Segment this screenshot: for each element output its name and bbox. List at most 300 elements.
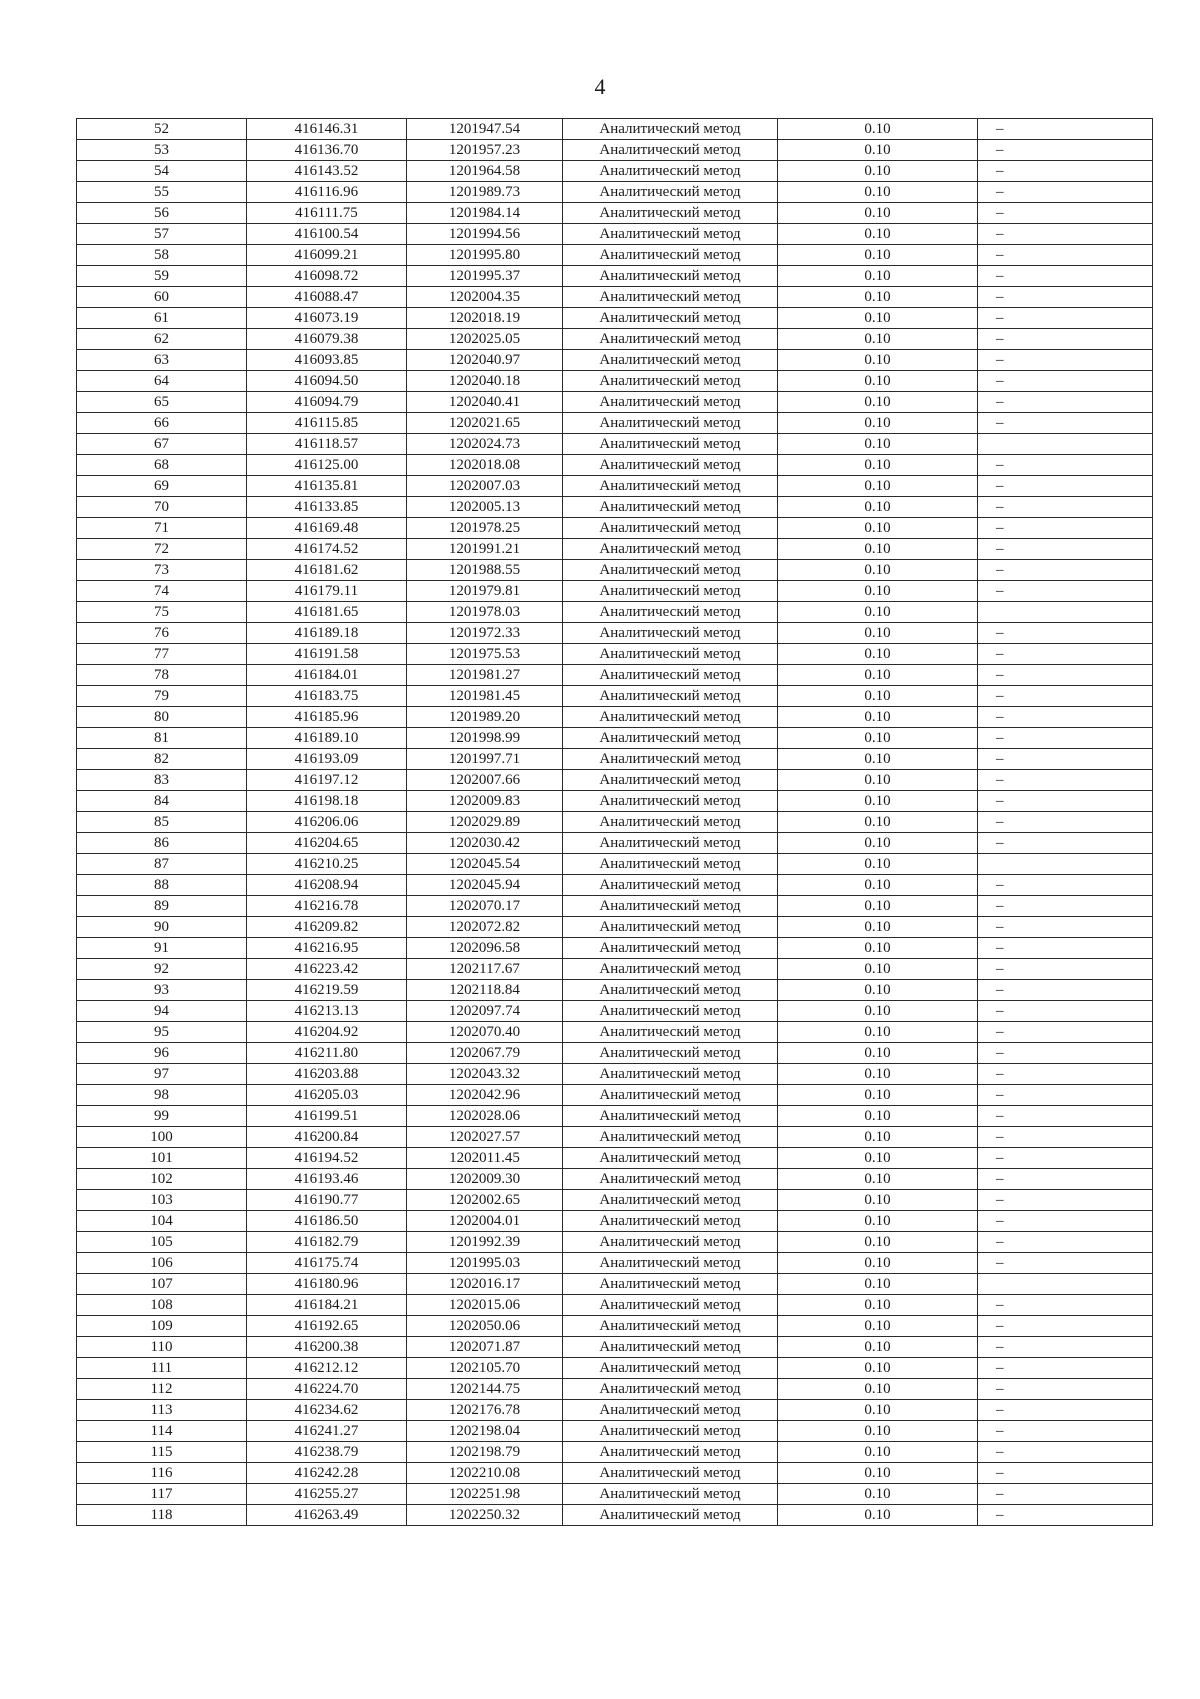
- accuracy-cell: 0.10: [778, 1337, 978, 1358]
- x-coordinate-cell: 416255.27: [247, 1484, 407, 1505]
- accuracy-cell: 0.10: [778, 1106, 978, 1127]
- method-cell: Аналитический метод: [563, 1085, 778, 1106]
- point-number-cell: 76: [77, 623, 247, 644]
- accuracy-cell: 0.10: [778, 434, 978, 455]
- x-coordinate-cell: 416219.59: [247, 980, 407, 1001]
- point-number-cell: 106: [77, 1253, 247, 1274]
- note-cell: [978, 854, 1153, 875]
- accuracy-cell: 0.10: [778, 350, 978, 371]
- y-coordinate-cell: 1202045.94: [407, 875, 563, 896]
- point-number-cell: 91: [77, 938, 247, 959]
- table-row: [77, 728, 1153, 749]
- note-cell: –: [978, 1043, 1153, 1064]
- y-coordinate-cell: 1201998.99: [407, 728, 563, 749]
- accuracy-cell: 0.10: [778, 203, 978, 224]
- table-row: [77, 1421, 1153, 1442]
- x-coordinate-cell: 416125.00: [247, 455, 407, 476]
- point-number-cell: 70: [77, 497, 247, 518]
- table-row: [77, 812, 1153, 833]
- point-number-cell: 56: [77, 203, 247, 224]
- table-row: [77, 1127, 1153, 1148]
- note-cell: –: [978, 1316, 1153, 1337]
- point-number-cell: 89: [77, 896, 247, 917]
- table-row: [77, 1022, 1153, 1043]
- note-cell: –: [978, 1190, 1153, 1211]
- point-number-cell: 115: [77, 1442, 247, 1463]
- note-cell: –: [978, 1148, 1153, 1169]
- y-coordinate-cell: 1202210.08: [407, 1463, 563, 1484]
- accuracy-cell: 0.10: [778, 1043, 978, 1064]
- table-row: [77, 707, 1153, 728]
- note-cell: –: [978, 413, 1153, 434]
- point-number-cell: 93: [77, 980, 247, 1001]
- x-coordinate-cell: 416169.48: [247, 518, 407, 539]
- table-row: [77, 1001, 1153, 1022]
- point-number-cell: 68: [77, 455, 247, 476]
- y-coordinate-cell: 1202072.82: [407, 917, 563, 938]
- point-number-cell: 100: [77, 1127, 247, 1148]
- point-number-cell: 95: [77, 1022, 247, 1043]
- note-cell: –: [978, 728, 1153, 749]
- table-row: [77, 1043, 1153, 1064]
- table-row: [77, 140, 1153, 161]
- y-coordinate-cell: 1202024.73: [407, 434, 563, 455]
- table-row: [77, 1274, 1153, 1295]
- method-cell: Аналитический метод: [563, 1463, 778, 1484]
- method-cell: Аналитический метод: [563, 224, 778, 245]
- table-row: [77, 1316, 1153, 1337]
- x-coordinate-cell: 416198.18: [247, 791, 407, 812]
- y-coordinate-cell: 1202251.98: [407, 1484, 563, 1505]
- note-cell: [978, 602, 1153, 623]
- coordinates-table: [76, 118, 1153, 1526]
- method-cell: Аналитический метод: [563, 1043, 778, 1064]
- accuracy-cell: 0.10: [778, 602, 978, 623]
- accuracy-cell: 0.10: [778, 1001, 978, 1022]
- accuracy-cell: 0.10: [778, 1085, 978, 1106]
- y-coordinate-cell: 1202118.84: [407, 980, 563, 1001]
- accuracy-cell: 0.10: [778, 413, 978, 434]
- x-coordinate-cell: 416185.96: [247, 707, 407, 728]
- x-coordinate-cell: 416223.42: [247, 959, 407, 980]
- accuracy-cell: 0.10: [778, 665, 978, 686]
- table-row: [77, 518, 1153, 539]
- y-coordinate-cell: 1201997.71: [407, 749, 563, 770]
- note-cell: –: [978, 749, 1153, 770]
- point-number-cell: 117: [77, 1484, 247, 1505]
- table-row: [77, 602, 1153, 623]
- point-number-cell: 108: [77, 1295, 247, 1316]
- accuracy-cell: 0.10: [778, 791, 978, 812]
- point-number-cell: 96: [77, 1043, 247, 1064]
- method-cell: Аналитический метод: [563, 812, 778, 833]
- method-cell: Аналитический метод: [563, 1169, 778, 1190]
- y-coordinate-cell: 1201972.33: [407, 623, 563, 644]
- note-cell: –: [978, 644, 1153, 665]
- point-number-cell: 62: [77, 329, 247, 350]
- x-coordinate-cell: 416098.72: [247, 266, 407, 287]
- y-coordinate-cell: 1201994.56: [407, 224, 563, 245]
- point-number-cell: 86: [77, 833, 247, 854]
- point-number-cell: 85: [77, 812, 247, 833]
- x-coordinate-cell: 416199.51: [247, 1106, 407, 1127]
- accuracy-cell: 0.10: [778, 1484, 978, 1505]
- point-number-cell: 64: [77, 371, 247, 392]
- method-cell: Аналитический метод: [563, 770, 778, 791]
- note-cell: [978, 434, 1153, 455]
- point-number-cell: 94: [77, 1001, 247, 1022]
- method-cell: Аналитический метод: [563, 329, 778, 350]
- accuracy-cell: 0.10: [778, 1463, 978, 1484]
- note-cell: –: [978, 623, 1153, 644]
- method-cell: Аналитический метод: [563, 1358, 778, 1379]
- y-coordinate-cell: 1202198.79: [407, 1442, 563, 1463]
- y-coordinate-cell: 1201995.80: [407, 245, 563, 266]
- point-number-cell: 53: [77, 140, 247, 161]
- method-cell: Аналитический метод: [563, 560, 778, 581]
- point-number-cell: 97: [77, 1064, 247, 1085]
- point-number-cell: 88: [77, 875, 247, 896]
- point-number-cell: 101: [77, 1148, 247, 1169]
- point-number-cell: 84: [77, 791, 247, 812]
- x-coordinate-cell: 416190.77: [247, 1190, 407, 1211]
- x-coordinate-cell: 416175.74: [247, 1253, 407, 1274]
- y-coordinate-cell: 1201981.27: [407, 665, 563, 686]
- x-coordinate-cell: 416193.09: [247, 749, 407, 770]
- x-coordinate-cell: 416135.81: [247, 476, 407, 497]
- accuracy-cell: 0.10: [778, 644, 978, 665]
- x-coordinate-cell: 416136.70: [247, 140, 407, 161]
- table-row: [77, 749, 1153, 770]
- accuracy-cell: 0.10: [778, 1421, 978, 1442]
- y-coordinate-cell: 1202040.18: [407, 371, 563, 392]
- accuracy-cell: 0.10: [778, 938, 978, 959]
- method-cell: Аналитический метод: [563, 1232, 778, 1253]
- x-coordinate-cell: 416094.50: [247, 371, 407, 392]
- accuracy-cell: 0.10: [778, 287, 978, 308]
- y-coordinate-cell: 1202025.05: [407, 329, 563, 350]
- y-coordinate-cell: 1202018.19: [407, 308, 563, 329]
- note-cell: –: [978, 518, 1153, 539]
- y-coordinate-cell: 1202198.04: [407, 1421, 563, 1442]
- point-number-cell: 73: [77, 560, 247, 581]
- note-cell: –: [978, 392, 1153, 413]
- x-coordinate-cell: 416183.75: [247, 686, 407, 707]
- x-coordinate-cell: 416180.96: [247, 1274, 407, 1295]
- method-cell: Аналитический метод: [563, 455, 778, 476]
- x-coordinate-cell: 416099.21: [247, 245, 407, 266]
- y-coordinate-cell: 1201957.23: [407, 140, 563, 161]
- y-coordinate-cell: 1202002.65: [407, 1190, 563, 1211]
- y-coordinate-cell: 1202067.79: [407, 1043, 563, 1064]
- method-cell: Аналитический метод: [563, 581, 778, 602]
- accuracy-cell: 0.10: [778, 686, 978, 707]
- table-row: [77, 1442, 1153, 1463]
- table-row: [77, 119, 1153, 140]
- x-coordinate-cell: 416224.70: [247, 1379, 407, 1400]
- accuracy-cell: 0.10: [778, 245, 978, 266]
- accuracy-cell: 0.10: [778, 833, 978, 854]
- y-coordinate-cell: 1202040.41: [407, 392, 563, 413]
- note-cell: –: [978, 455, 1153, 476]
- accuracy-cell: 0.10: [778, 1358, 978, 1379]
- accuracy-cell: 0.10: [778, 1127, 978, 1148]
- x-coordinate-cell: 416263.49: [247, 1505, 407, 1526]
- accuracy-cell: 0.10: [778, 371, 978, 392]
- x-coordinate-cell: 416073.19: [247, 308, 407, 329]
- method-cell: Аналитический метод: [563, 266, 778, 287]
- table-row: [77, 833, 1153, 854]
- table-row: [77, 1337, 1153, 1358]
- y-coordinate-cell: 1201995.37: [407, 266, 563, 287]
- y-coordinate-cell: 1202070.17: [407, 896, 563, 917]
- method-cell: Аналитический метод: [563, 1211, 778, 1232]
- point-number-cell: 67: [77, 434, 247, 455]
- accuracy-cell: 0.10: [778, 308, 978, 329]
- x-coordinate-cell: 416184.01: [247, 665, 407, 686]
- note-cell: –: [978, 1106, 1153, 1127]
- point-number-cell: 74: [77, 581, 247, 602]
- x-coordinate-cell: 416200.38: [247, 1337, 407, 1358]
- accuracy-cell: 0.10: [778, 1169, 978, 1190]
- y-coordinate-cell: 1201984.14: [407, 203, 563, 224]
- x-coordinate-cell: 416200.84: [247, 1127, 407, 1148]
- method-cell: Аналитический метод: [563, 1505, 778, 1526]
- y-coordinate-cell: 1202043.32: [407, 1064, 563, 1085]
- page-number: 4: [594, 74, 606, 99]
- x-coordinate-cell: 416111.75: [247, 203, 407, 224]
- y-coordinate-cell: 1202004.35: [407, 287, 563, 308]
- x-coordinate-cell: 416182.79: [247, 1232, 407, 1253]
- x-coordinate-cell: 416191.58: [247, 644, 407, 665]
- coordinates-table-body: [77, 119, 1153, 1526]
- point-number-cell: 59: [77, 266, 247, 287]
- note-cell: –: [978, 1379, 1153, 1400]
- x-coordinate-cell: 416208.94: [247, 875, 407, 896]
- point-number-cell: 54: [77, 161, 247, 182]
- point-number-cell: 66: [77, 413, 247, 434]
- accuracy-cell: 0.10: [778, 1379, 978, 1400]
- table-row: [77, 350, 1153, 371]
- x-coordinate-cell: 416143.52: [247, 161, 407, 182]
- accuracy-cell: 0.10: [778, 581, 978, 602]
- y-coordinate-cell: 1201964.58: [407, 161, 563, 182]
- method-cell: Аналитический метод: [563, 938, 778, 959]
- table-row: [77, 875, 1153, 896]
- table-row: [77, 1484, 1153, 1505]
- note-cell: –: [978, 1169, 1153, 1190]
- point-number-cell: 112: [77, 1379, 247, 1400]
- y-coordinate-cell: 1201975.53: [407, 644, 563, 665]
- note-cell: [978, 1274, 1153, 1295]
- table-row: [77, 791, 1153, 812]
- method-cell: Аналитический метод: [563, 1190, 778, 1211]
- note-cell: –: [978, 1400, 1153, 1421]
- y-coordinate-cell: 1202021.65: [407, 413, 563, 434]
- x-coordinate-cell: 416206.06: [247, 812, 407, 833]
- y-coordinate-cell: 1202004.01: [407, 1211, 563, 1232]
- x-coordinate-cell: 416116.96: [247, 182, 407, 203]
- x-coordinate-cell: 416115.85: [247, 413, 407, 434]
- point-number-cell: 82: [77, 749, 247, 770]
- x-coordinate-cell: 416212.12: [247, 1358, 407, 1379]
- y-coordinate-cell: 1202030.42: [407, 833, 563, 854]
- note-cell: –: [978, 245, 1153, 266]
- accuracy-cell: 0.10: [778, 728, 978, 749]
- point-number-cell: 63: [77, 350, 247, 371]
- accuracy-cell: 0.10: [778, 1274, 978, 1295]
- y-coordinate-cell: 1202071.87: [407, 1337, 563, 1358]
- accuracy-cell: 0.10: [778, 1064, 978, 1085]
- y-coordinate-cell: 1201947.54: [407, 119, 563, 140]
- accuracy-cell: 0.10: [778, 476, 978, 497]
- method-cell: Аналитический метод: [563, 1148, 778, 1169]
- point-number-cell: 60: [77, 287, 247, 308]
- point-number-cell: 58: [77, 245, 247, 266]
- accuracy-cell: 0.10: [778, 623, 978, 644]
- y-coordinate-cell: 1202007.66: [407, 770, 563, 791]
- x-coordinate-cell: 416118.57: [247, 434, 407, 455]
- note-cell: –: [978, 476, 1153, 497]
- accuracy-cell: 0.10: [778, 266, 978, 287]
- note-cell: –: [978, 1337, 1153, 1358]
- method-cell: Аналитический метод: [563, 707, 778, 728]
- x-coordinate-cell: 416189.18: [247, 623, 407, 644]
- accuracy-cell: 0.10: [778, 539, 978, 560]
- table-row: [77, 854, 1153, 875]
- x-coordinate-cell: 416093.85: [247, 350, 407, 371]
- x-coordinate-cell: 416211.80: [247, 1043, 407, 1064]
- method-cell: Аналитический метод: [563, 245, 778, 266]
- note-cell: –: [978, 1085, 1153, 1106]
- table-row: [77, 1253, 1153, 1274]
- note-cell: –: [978, 959, 1153, 980]
- accuracy-cell: 0.10: [778, 917, 978, 938]
- x-coordinate-cell: 416241.27: [247, 1421, 407, 1442]
- table-row: [77, 476, 1153, 497]
- note-cell: –: [978, 1505, 1153, 1526]
- point-number-cell: 113: [77, 1400, 247, 1421]
- y-coordinate-cell: 1201978.03: [407, 602, 563, 623]
- point-number-cell: 78: [77, 665, 247, 686]
- accuracy-cell: 0.10: [778, 812, 978, 833]
- note-cell: –: [978, 1484, 1153, 1505]
- point-number-cell: 92: [77, 959, 247, 980]
- table-row: [77, 686, 1153, 707]
- note-cell: –: [978, 1358, 1153, 1379]
- method-cell: Аналитический метод: [563, 749, 778, 770]
- method-cell: Аналитический метод: [563, 917, 778, 938]
- method-cell: Аналитический метод: [563, 1253, 778, 1274]
- method-cell: Аналитический метод: [563, 1484, 778, 1505]
- point-number-cell: 98: [77, 1085, 247, 1106]
- table-row: [77, 287, 1153, 308]
- point-number-cell: 61: [77, 308, 247, 329]
- note-cell: –: [978, 896, 1153, 917]
- table-row: [77, 1064, 1153, 1085]
- method-cell: Аналитический метод: [563, 644, 778, 665]
- method-cell: Аналитический метод: [563, 686, 778, 707]
- y-coordinate-cell: 1202070.40: [407, 1022, 563, 1043]
- point-number-cell: 109: [77, 1316, 247, 1337]
- method-cell: Аналитический метод: [563, 1337, 778, 1358]
- y-coordinate-cell: 1202042.96: [407, 1085, 563, 1106]
- point-number-cell: 107: [77, 1274, 247, 1295]
- note-cell: –: [978, 1253, 1153, 1274]
- x-coordinate-cell: 416238.79: [247, 1442, 407, 1463]
- accuracy-cell: 0.10: [778, 875, 978, 896]
- note-cell: –: [978, 539, 1153, 560]
- table-row: [77, 245, 1153, 266]
- note-cell: –: [978, 1127, 1153, 1148]
- x-coordinate-cell: 416174.52: [247, 539, 407, 560]
- accuracy-cell: 0.10: [778, 896, 978, 917]
- accuracy-cell: 0.10: [778, 1190, 978, 1211]
- method-cell: Аналитический метод: [563, 959, 778, 980]
- x-coordinate-cell: 416181.62: [247, 560, 407, 581]
- method-cell: Аналитический метод: [563, 497, 778, 518]
- y-coordinate-cell: 1202250.32: [407, 1505, 563, 1526]
- y-coordinate-cell: 1201989.20: [407, 707, 563, 728]
- note-cell: –: [978, 497, 1153, 518]
- note-cell: –: [978, 707, 1153, 728]
- point-number-cell: 57: [77, 224, 247, 245]
- accuracy-cell: 0.10: [778, 1295, 978, 1316]
- table-row: [77, 1190, 1153, 1211]
- x-coordinate-cell: 416209.82: [247, 917, 407, 938]
- table-row: [77, 1358, 1153, 1379]
- point-number-cell: 103: [77, 1190, 247, 1211]
- x-coordinate-cell: 416186.50: [247, 1211, 407, 1232]
- accuracy-cell: 0.10: [778, 455, 978, 476]
- point-number-cell: 71: [77, 518, 247, 539]
- x-coordinate-cell: 416205.03: [247, 1085, 407, 1106]
- x-coordinate-cell: 416216.95: [247, 938, 407, 959]
- accuracy-cell: 0.10: [778, 161, 978, 182]
- x-coordinate-cell: 416242.28: [247, 1463, 407, 1484]
- x-coordinate-cell: 416179.11: [247, 581, 407, 602]
- note-cell: –: [978, 980, 1153, 1001]
- point-number-cell: 105: [77, 1232, 247, 1253]
- point-number-cell: 116: [77, 1463, 247, 1484]
- note-cell: –: [978, 1211, 1153, 1232]
- y-coordinate-cell: 1202097.74: [407, 1001, 563, 1022]
- table-row: [77, 959, 1153, 980]
- point-number-cell: 80: [77, 707, 247, 728]
- point-number-cell: 114: [77, 1421, 247, 1442]
- method-cell: Аналитический метод: [563, 350, 778, 371]
- note-cell: –: [978, 560, 1153, 581]
- table-row: [77, 1295, 1153, 1316]
- table-row: [77, 1463, 1153, 1484]
- accuracy-cell: 0.10: [778, 959, 978, 980]
- table-row: [77, 1400, 1153, 1421]
- table-row: [77, 560, 1153, 581]
- x-coordinate-cell: 416216.78: [247, 896, 407, 917]
- note-cell: –: [978, 371, 1153, 392]
- method-cell: Аналитический метод: [563, 161, 778, 182]
- accuracy-cell: 0.10: [778, 119, 978, 140]
- accuracy-cell: 0.10: [778, 770, 978, 791]
- accuracy-cell: 0.10: [778, 140, 978, 161]
- point-number-cell: 104: [77, 1211, 247, 1232]
- point-number-cell: 81: [77, 728, 247, 749]
- accuracy-cell: 0.10: [778, 224, 978, 245]
- accuracy-cell: 0.10: [778, 1400, 978, 1421]
- method-cell: Аналитический метод: [563, 1421, 778, 1442]
- x-coordinate-cell: 416133.85: [247, 497, 407, 518]
- method-cell: Аналитический метод: [563, 833, 778, 854]
